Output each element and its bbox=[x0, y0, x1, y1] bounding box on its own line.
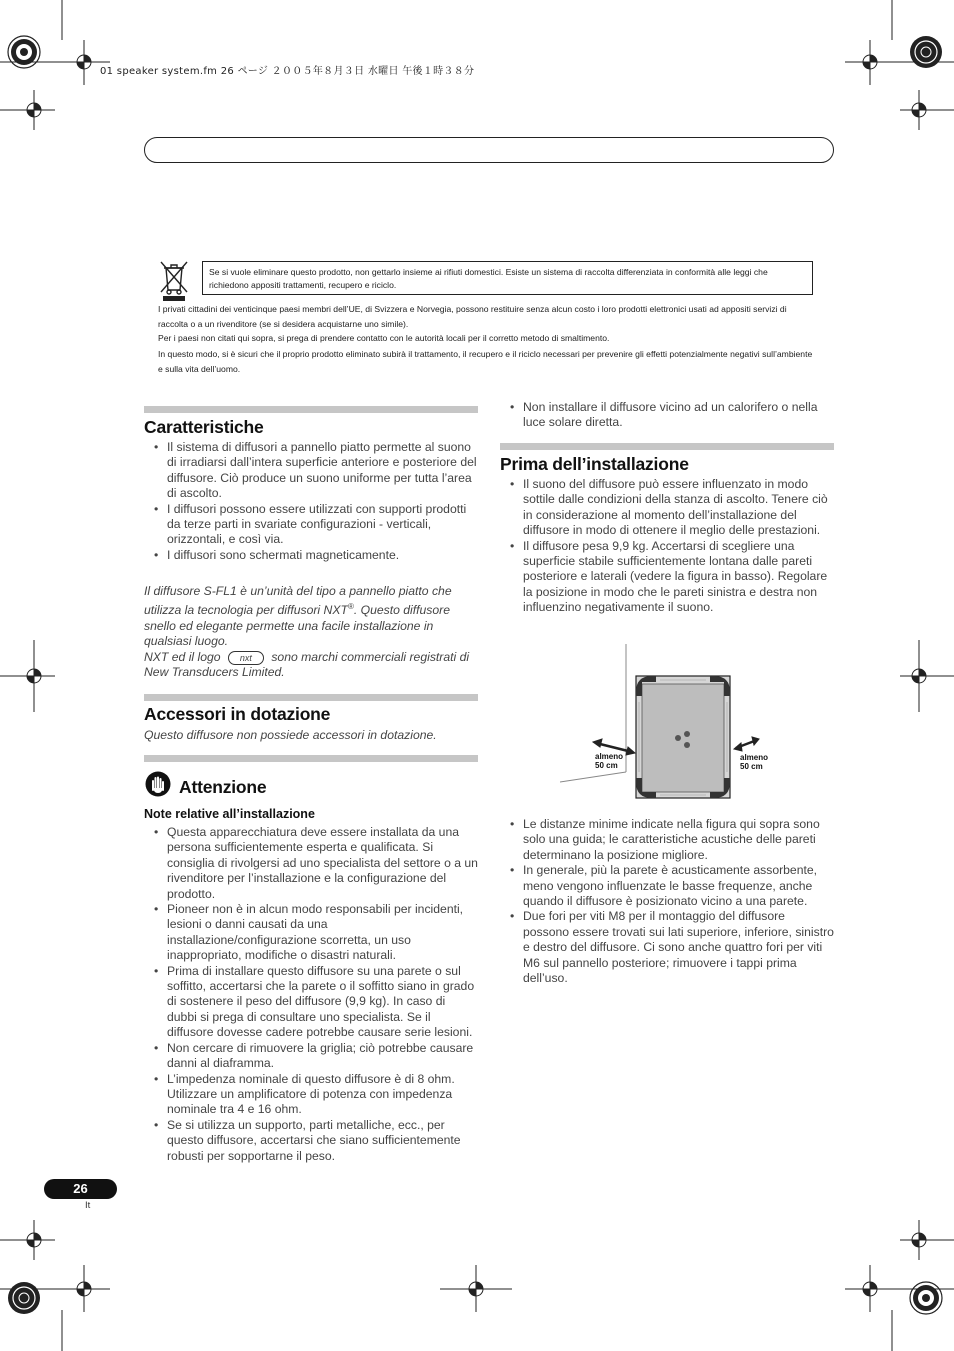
list-item: • Il suono del diffusore può essere influenzato in modo sottile dalle condizioni della stanza di ascolto. Tenere ciò in considerazione al momento dell’installazione del diffusore in modo di ottenere il meglio delle prestazioni. bbox=[500, 477, 834, 539]
print-file-info: 01 speaker system.fm 26 ページ ２００５年８月３日 水曜日 午後１時３８分 bbox=[100, 66, 475, 77]
section-title-prima: Prima dell’installazione bbox=[500, 454, 689, 474]
right-clearance-value: 50 cm bbox=[740, 762, 763, 771]
speaker-placement-figure bbox=[560, 642, 790, 802]
nxt-note-text-cont: . Questo diffusore snello ed elegante permette una facile installazione in qualsiasi luogo. bbox=[144, 603, 451, 649]
list-item: • Pioneer non è in alcun modo responsabili per incidenti, lesioni o danni causati da una installazione/configurazione scorretta, un uso inappropriato, modifiche o disastri naturali. bbox=[144, 902, 478, 964]
nxt-logo: nxt bbox=[228, 651, 264, 665]
accessories-note: Questo diffusore non possiede accessori in dotazione. bbox=[144, 728, 437, 742]
trademark-text-cont: sono marchi commerciali registrati di New Transducers Limited. bbox=[144, 650, 470, 680]
nxt-note-text: Il diffusore S-FL1 è un’unità del tipo a pannello piatto che utilizza la tecnologia per diffusori NXT bbox=[144, 584, 452, 618]
section-divider bbox=[144, 755, 478, 762]
list-item: • Prima di installare questo diffusore su una parete o sul soffitto, accertarsi che la parete o il soffitto siano in grado di sostenere il peso del diffusore (9,9 kg). In caso di dubbi si prega di consultare uno specialista. Se il diffusore dovesse cadere potrebbe causare serie lesioni. bbox=[144, 964, 478, 1041]
list-item: • Il sistema di diffusori a pannello piatto permette al suono di irradiarsi dall’intera superficie anteriore e posteriore del diffusore. Ciò produce un suono uniforme per tutta l’area di ascolto. bbox=[144, 440, 478, 502]
screw-hole bbox=[684, 742, 690, 748]
caution-list bbox=[144, 825, 478, 1164]
disposal-paragraph-3: In questo modo, si è sicuri che il proprio prodotto eliminato subirà il trattamento, il recupero e il riciclo necessari per prevenire gli effetti potenzialmente negativi sull’ambiente e sulla vita dell’uomo. bbox=[158, 349, 813, 374]
list-item: • Due fori per viti M8 per il montaggio del diffusore possono essere trovati sui lati superiore, inferiore, sinistro e destro del diffusore. Ci sono anche quattro fori per viti M6 sul pannello posteriore; rimuovere i tappi prima dell’uso. bbox=[500, 909, 834, 986]
right-clearance-label: almeno bbox=[740, 753, 769, 762]
left-clearance-value: 50 cm bbox=[595, 761, 618, 770]
list-item: • L’impedenza nominale di questo diffusore è di 8 ohm. Utilizzare un amplificatore di potenza con impedenza nominale tra 4 e 16 ohm. bbox=[144, 1072, 478, 1118]
disposal-paragraph-1: I privati cittadini dei venticinque paesi membri dell’UE, di Svizzera e Norvegia, possono restituire senza alcun costo i loro prodotti elettronici usati ad appositi servizi di raccolta o a un rivenditore (se si desidera acquistarne uno simile). bbox=[158, 304, 787, 329]
section-divider bbox=[144, 406, 478, 413]
preinstall-list bbox=[500, 477, 834, 616]
placement-warning-list bbox=[500, 400, 834, 431]
list-item: • I diffusori possono essere utilizzati con supporti prodotti da terze parti in svariate configurazioni - verticali, orizzontali, e così via. bbox=[144, 502, 478, 548]
list-item: • Se si utilizza un supporto, parti metalliche, ecc., per questo diffusore, accertarsi che siano sufficientemente robusti per sopportarne il peso. bbox=[144, 1118, 478, 1164]
list-item: • Il diffusore pesa 9,9 kg. Accertarsi di scegliere una superficie stabile sufficientemente lontana dalle pareti posteriore e laterali (vedere la figura in basso). Regolare la posizione in modo che le pareti sinistra e destra non influenzino negativamente il suono. bbox=[500, 539, 834, 616]
page-number: 26 bbox=[44, 1179, 117, 1199]
section-title-accessori: Accessori in dotazione bbox=[144, 704, 331, 724]
list-item: • Non cercare di rimuovere la griglia; ciò potrebbe causare danni al diaframma. bbox=[144, 1041, 478, 1072]
section-title-caratteristiche: Caratteristiche bbox=[144, 417, 264, 437]
left-clearance-label: almeno bbox=[595, 752, 624, 761]
registered-mark: ® bbox=[347, 602, 354, 612]
list-item: • I diffusori sono schermati magneticamente. bbox=[144, 548, 478, 563]
screw-hole bbox=[675, 735, 681, 741]
list-item: • In generale, più la parete è acusticamente assorbente, meno vengono influenzate le basse frequenze, anche quando il diffusore è posizionato vicino a una parete. bbox=[500, 863, 834, 909]
disposal-paragraph-2: Per i paesi non citati qui sopra, si prega di prendere contatto con le autorità locali per il corretto metodo di smaltimento. bbox=[158, 333, 610, 343]
trademark-note bbox=[144, 650, 478, 681]
acoustic-notes-list bbox=[500, 817, 834, 986]
trademark-text: NXT ed il logo bbox=[144, 650, 221, 664]
list-item: • Le distanze minime indicate nella figura qui sopra sono solo una guida; le caratteristiche acustiche delle pareti determinano la posizione migliore. bbox=[500, 817, 834, 863]
list-item: • Questa apparecchiatura deve essere installata da una persona sufficientemente esperta e qualificata. Si consiglia di rivolgersi ad uno specialista del settore o a un rivenditore per l’installazione e la configurazione del prodotto. bbox=[144, 825, 478, 902]
installation-notes-heading: Note relative all’installazione bbox=[144, 807, 315, 821]
top-frame-bar bbox=[144, 137, 834, 163]
section-divider bbox=[500, 443, 834, 450]
screw-hole bbox=[684, 731, 690, 737]
section-title-attenzione: Attenzione bbox=[179, 777, 267, 797]
features-list bbox=[144, 440, 478, 563]
section-divider bbox=[144, 694, 478, 701]
caution-hand-icon bbox=[145, 771, 171, 797]
crossed-bin-icon bbox=[157, 258, 191, 304]
list-item: • Non installare il diffusore vicino ad un calorifero o nella luce solare diretta. bbox=[500, 400, 834, 431]
nxt-technology-note bbox=[144, 584, 478, 650]
language-code: It bbox=[85, 1200, 91, 1211]
disposal-notice-box: Se si vuole eliminare questo prodotto, non gettarlo insieme ai rifiuti domestici. Esiste un sistema di raccolta differenziata in conformità alle leggi che richiedono appositi trattamenti, recupero e riciclo. bbox=[202, 261, 813, 295]
